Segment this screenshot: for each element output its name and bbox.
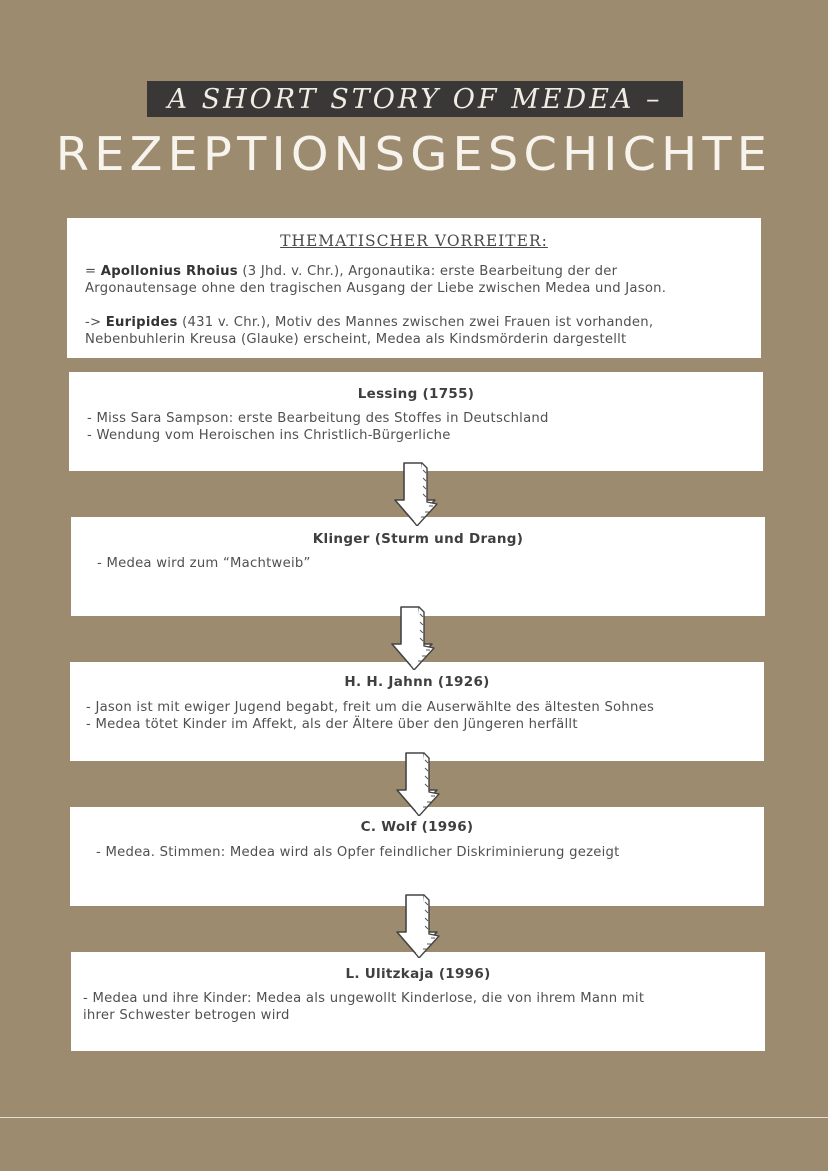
arrow-down-icon — [390, 604, 436, 670]
author-name: Apollonius Rhoius — [100, 264, 238, 279]
card-line: - Medea tötet Kinder im Affekt, als der Ältere über den Jüngeren herfällt — [86, 717, 578, 732]
footer-divider — [0, 1117, 828, 1118]
card-line: - Medea wird zum “Machtweib” — [97, 556, 311, 571]
card-heading: L. Ulitzkaja (1996) — [345, 966, 491, 982]
card-klinger — [71, 517, 765, 616]
card-heading: Lessing (1755) — [357, 386, 475, 402]
subtitle: A SHORT STORY OF MEDEA – — [167, 83, 663, 115]
card-line: - Medea. Stimmen: Medea wird als Opfer feindlicher Diskriminierung gezeigt — [96, 845, 620, 860]
card-lessing — [69, 372, 763, 471]
vorreiter-card — [67, 218, 761, 358]
card-line: - Miss Sara Sampson: erste Bearbeitung des Stoffes in Deutschland — [87, 411, 549, 426]
arrow-down-icon — [395, 750, 441, 816]
card-line: ihrer Schwester betrogen wird — [83, 1008, 290, 1023]
author-name: Euripides — [105, 315, 178, 330]
page-title: REZEPTIONSGESCHICHTE — [55, 127, 773, 181]
subtitle-banner — [147, 81, 683, 117]
vorreiter-line: -> Euripides (431 v. Chr.), Motiv des Mannes zwischen zwei Frauen ist vorhanden, — [85, 315, 654, 330]
card-line: - Jason ist mit ewiger Jugend begabt, freit um die Auserwählte des ältesten Sohnes — [86, 700, 655, 715]
vorreiter-line: Argonautensage ohne den tragischen Ausgang der Liebe zwischen Medea und Jason. — [85, 281, 667, 296]
card-heading: Klinger (Sturm und Drang) — [312, 531, 524, 547]
arrow-down-icon — [395, 892, 441, 958]
card-heading: H. H. Jahnn (1926) — [344, 674, 490, 690]
vorreiter-line: Nebenbuhlerin Kreusa (Glauke) erscheint, Medea als Kindsmörderin dargestellt — [85, 332, 627, 347]
card-heading: C. Wolf (1996) — [360, 819, 474, 835]
card-line: - Wendung vom Heroischen ins Christlich-Bürgerliche — [87, 428, 451, 443]
card-line: - Medea und ihre Kinder: Medea als ungewollt Kinderlose, die von ihrem Mann mit — [83, 991, 645, 1006]
vorreiter-line: = Apollonius Rhoius (3 Jhd. v. Chr.), Argonautika: erste Bearbeitung der der — [85, 264, 618, 279]
card-jahnn — [70, 662, 764, 761]
arrow-down-icon — [393, 460, 439, 526]
vorreiter-heading: THEMATISCHER VORREITER: — [280, 232, 548, 250]
card-ulitzkaja — [71, 952, 765, 1051]
